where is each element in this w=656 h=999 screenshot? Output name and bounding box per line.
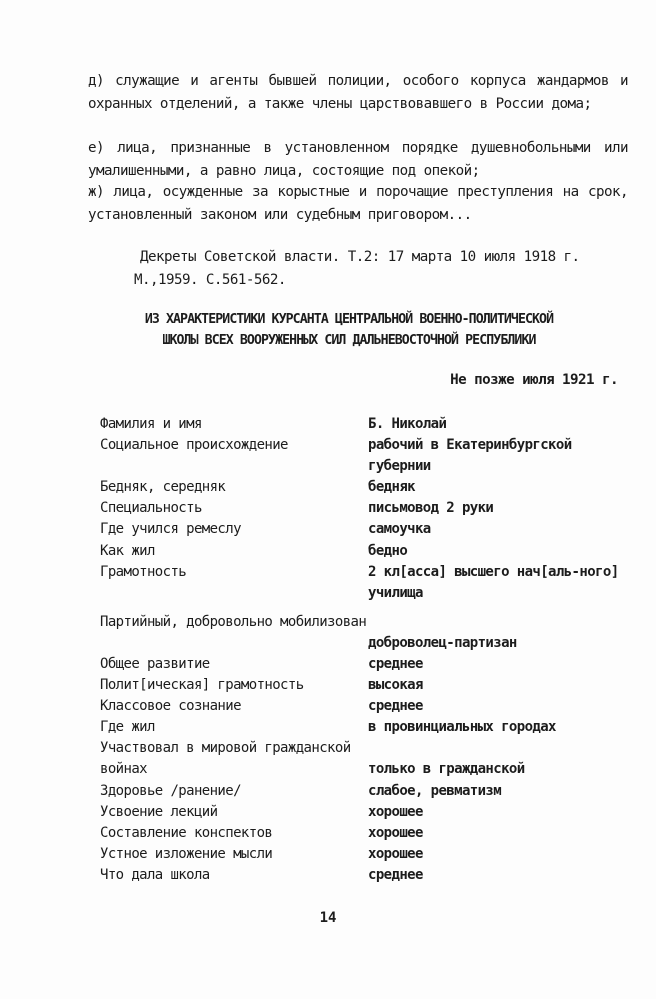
- heading-line-2: ШКОЛЫ ВСЕХ ВООРУЖЕННЫХ СИЛ ДАЛЬНЕВОСТОЧНОЙ РЕСПУБЛИКИ: [162, 333, 536, 348]
- table-row: [100, 562, 620, 604]
- row-label: Полит[ическая] грамотность: [100, 677, 304, 694]
- row-value: бедняк: [368, 479, 415, 496]
- row-label: Специальность: [100, 500, 202, 517]
- row-label: Партийный, добровольно мобилизован: [100, 613, 367, 630]
- table-row: [100, 612, 620, 654]
- row-value: хорошее: [368, 824, 423, 841]
- row-value: 2 кл[асса] высшего нач[аль-ного] училища: [368, 563, 619, 601]
- row-label: Общее развитие: [100, 655, 210, 672]
- table-row: [100, 498, 620, 519]
- table-row: [100, 519, 620, 540]
- table-row: [100, 541, 620, 562]
- row-label: Где жил: [100, 719, 155, 736]
- citation-line-2: М.,1959. С.561-562.: [134, 271, 286, 288]
- table-row: [100, 717, 620, 738]
- row-value: доброволец-партизан: [368, 634, 517, 651]
- paragraph-d: д) служащие и агенты бывшей полиции, особого корпуса жандармов и охранных отделений, а также члены царствовавшего в России дома;: [88, 73, 628, 112]
- row-value: хорошее: [368, 845, 423, 862]
- table-row: [100, 781, 620, 802]
- row-label: Усвоение лекций: [100, 803, 218, 820]
- section-heading: [88, 309, 610, 351]
- paragraph-e: е) лица, признанные в установленном порядке душевнобольными или умалишенными, а равно лица, состоящие под опекой;: [88, 140, 628, 179]
- row-label: Устное изложение мысли: [100, 845, 273, 862]
- row-label: Социальное происхождение: [100, 437, 288, 454]
- row-label: Составление конспектов: [100, 824, 273, 841]
- row-value: среднее: [368, 866, 423, 883]
- page-number: 14: [319, 910, 337, 926]
- row-value: в провинциальных городах: [368, 719, 556, 736]
- table-row: [100, 696, 620, 717]
- row-value: среднее: [368, 698, 423, 715]
- row-label: Участвовал в мировой гражданской войнах: [100, 740, 351, 778]
- row-value: Б. Николай: [368, 416, 447, 432]
- row-label: Где учился ремеслу: [100, 521, 241, 538]
- row-value: только в гражданской: [368, 761, 525, 778]
- row-value: высокая: [368, 677, 423, 694]
- row-value: самоучка: [368, 521, 431, 538]
- citation-line-1: Декреты Советской власти. Т.2: 17 марта 10 июля 1918 г.: [140, 249, 580, 265]
- table-row: [100, 865, 620, 886]
- table-row: [100, 675, 620, 696]
- table-row: [100, 654, 620, 675]
- row-label: Здоровье /ранение/: [100, 782, 241, 799]
- row-label: Классовое сознание: [100, 698, 241, 715]
- row-value: письмовод 2 руки: [368, 500, 494, 517]
- table-row: [100, 738, 620, 780]
- table-row: [100, 802, 620, 823]
- row-value: хорошее: [368, 803, 423, 820]
- row-label: Как жил: [100, 542, 155, 559]
- row-value: бедно: [368, 542, 408, 559]
- row-label: Фамилия и имя: [100, 416, 202, 432]
- table-row: [100, 844, 620, 865]
- paragraph-zh: ж) лица, осужденные за корыстные и порочащие преступления на срок, установленный законом или судебным приговором...: [88, 184, 628, 223]
- source-citation: [134, 246, 630, 291]
- table-row: [100, 435, 620, 477]
- row-gap: [100, 604, 620, 612]
- row-label: Бедняк, середняк: [100, 479, 226, 496]
- row-label: Грамотность: [100, 563, 187, 580]
- characteristics-table: [100, 414, 620, 886]
- table-row: [100, 414, 620, 435]
- table-row: [100, 823, 620, 844]
- row-value: среднее: [368, 655, 423, 672]
- row-value: слабое, ревматизм: [368, 782, 502, 799]
- table-row: [100, 477, 620, 498]
- heading-line-1: ИЗ ХАРАКТЕРИСТИКИ КУРСАНТА ЦЕНТРАЛЬНОЙ ВОЕННО-ПОЛИТИЧЕСКОЙ: [144, 312, 554, 327]
- row-label: Что дала школа: [100, 866, 210, 883]
- document-date: Не позже июля 1921 г.: [450, 372, 618, 388]
- row-value: рабочий в Екатеринбургской губернии: [368, 437, 572, 475]
